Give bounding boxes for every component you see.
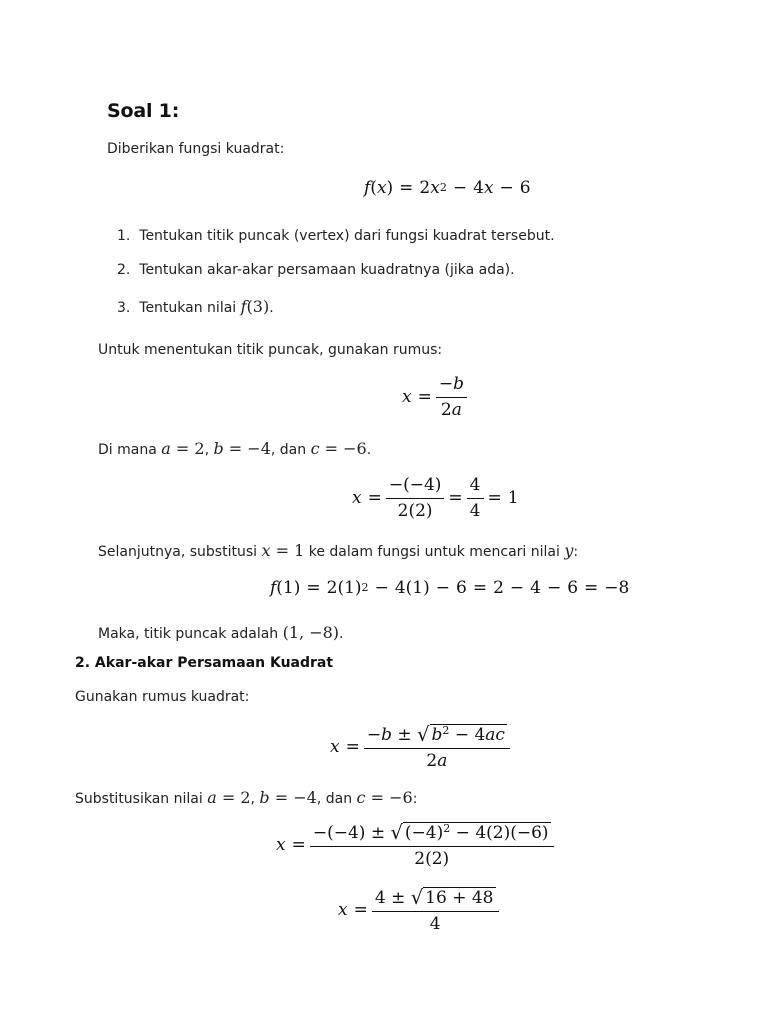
vertex-y-calculation: f (1) = 2(1) 2 − 4(1) − 6 = 2 − 4 − 6 = −8 (270, 578, 630, 598)
vertex-x-calculation: x = $\frac{-(-4)}{2(2)}$ = $\frac{4}{4}$ = 1 (352, 475, 519, 521)
section-heading: 2. Akar-akar Persamaan Kuadrat (75, 655, 334, 671)
roots-substitution-line: Substitusikan nilai a = 2, b = −4, dan c = −6: (75, 788, 418, 807)
vertex-intro: Untuk menentukan titik puncak, gunakan rumus: (98, 342, 443, 358)
list-item: 1. Tentukan titik puncak (vertex) dari fungsi kuadrat tersebut. (117, 228, 555, 244)
coefficients-line: Di mana a = 2, b = −4, dan c = −6. (98, 439, 372, 458)
list-item: 2. Tentukan akar-akar persamaan kuadratnya (jika ada). (117, 262, 515, 278)
vertex-formula: x = − b 2a (402, 375, 471, 419)
substitution-line: Selanjutnya, substitusi x = 1 ke dalam fungsi untuk mencari nilai y: (98, 541, 579, 560)
problem-title: Soal 1: (107, 100, 180, 122)
list-item: 3. Tentukan nilai f(3). (117, 297, 274, 316)
vertex-conclusion: Maka, titik puncak adalah (1, −8). (98, 623, 344, 642)
roots-substitution-equation: x = −(−4) ± √ $(-4)^2 - 4(2)(-6)$ 2(2) (276, 822, 558, 868)
roots-simplified-equation: x = 4 ± √ 16 + 48 4 (338, 887, 503, 933)
roots-intro: Gunakan rumus kuadrat: (75, 689, 250, 705)
function-equation: f ( x ) = 2 x 2 − 4 x − 6 (364, 178, 531, 198)
quadratic-formula: x = − b ± √ $b^2 - 4ac$ 2a (330, 724, 514, 770)
problem-intro: Diberikan fungsi kuadrat: (107, 141, 285, 157)
